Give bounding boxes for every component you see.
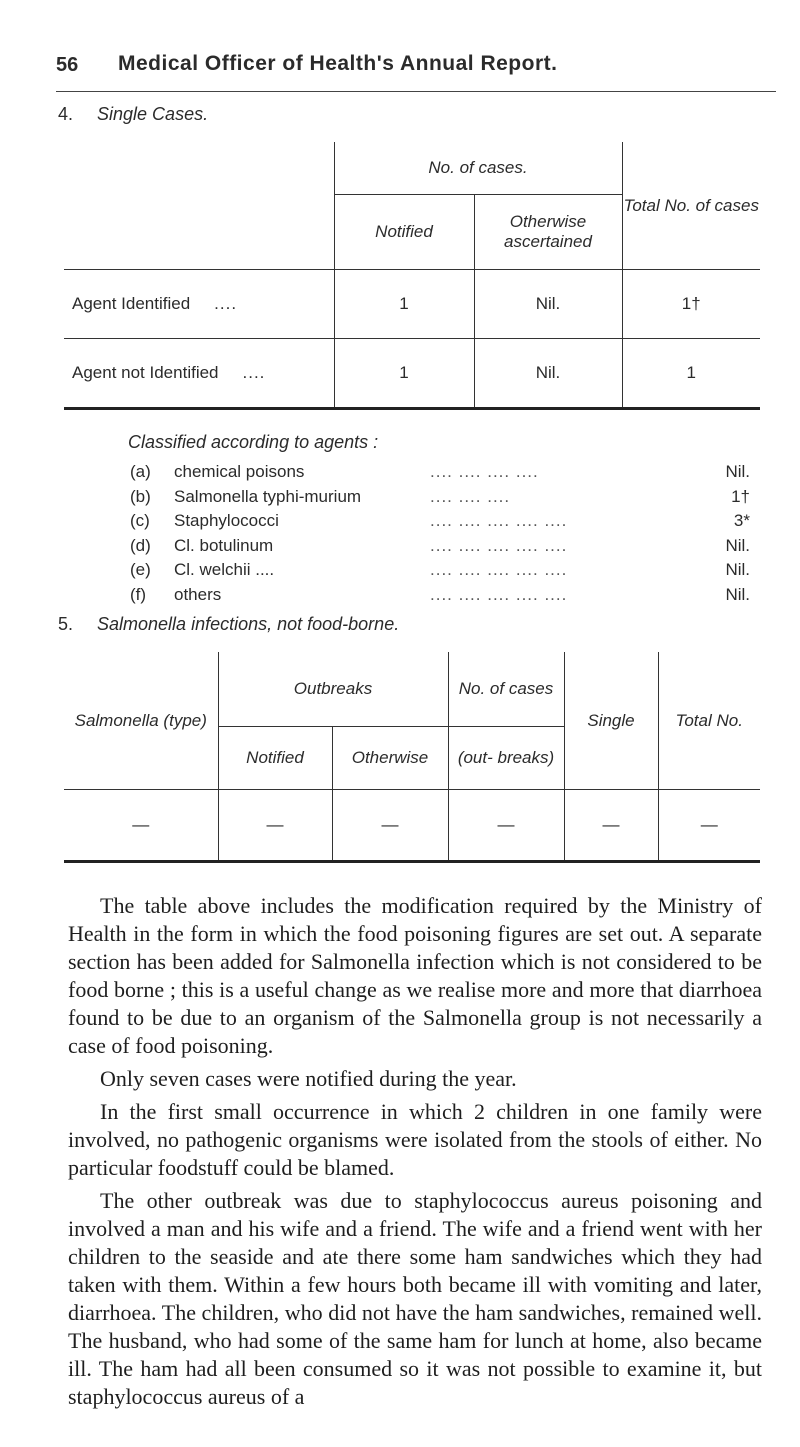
table2-type-header: Salmonella (type) [74, 710, 207, 730]
table1-otherwise-header: Otherwise ascertained [474, 195, 622, 270]
table2-cases-header: No. of cases [448, 652, 564, 727]
list-item: (a) chemical poisons .... .... .... .... Nil. [130, 462, 750, 481]
header-rule [56, 91, 776, 92]
section-5-title: Salmonella infections, not food-borne. [97, 614, 400, 634]
row-label: Agent Identified .... [64, 270, 334, 339]
row-notified: 1 [334, 270, 474, 339]
section-4-number: 4. [58, 104, 74, 124]
section-4-title: Single Cases. [97, 104, 209, 124]
section-4-heading [58, 104, 208, 125]
classified-title: Classified according to agents : [128, 432, 379, 452]
list-item: (c) Staphylococci .... .... .... .... .... 3* [130, 511, 750, 530]
section-5-number: 5. [58, 614, 74, 634]
row-total: 1 [622, 339, 760, 409]
table1-total-header: Total No. of cases [622, 142, 760, 270]
paragraph: In the first small occurrence in which 2 children in one family were involved, no pathogenic organisms were isolated from the stools of either. No particular foodstuff could be blamed. [68, 1099, 762, 1180]
body-text [68, 892, 762, 1416]
table2-single-header: Single [564, 652, 658, 790]
paragraph: The other outbreak was due to staphylococcus aureus poisoning and involved a man and his wife and a friend. The wife and a friend went with her children to the seaside and ate there some ham sandwiches which they had taken with them. Within a few hours both became ill with vomiting and later, diarrhoea. The children, who did not have the ham sandwiches, remained well. The husband, who had some of the same ham for lunch at home, also became ill. The ham had all been consumed so it was not possible to examine it, but staphylococcus aureus of a [68, 1188, 762, 1409]
table1-blank-header [64, 142, 334, 195]
row-total: 1† [622, 270, 760, 339]
classified-list [130, 460, 750, 607]
row-otherwise: Nil. [474, 270, 622, 339]
list-item: (e) Cl. welchii .... .... .... .... .... .... Nil. [130, 560, 750, 579]
salmonella-table [64, 652, 760, 863]
page-header [56, 50, 776, 86]
row-otherwise: Nil. [474, 339, 622, 409]
table1-notified-header: Notified [334, 195, 474, 270]
table2-otherwise-header: Otherwise [332, 727, 448, 790]
section-5-heading [58, 614, 399, 635]
list-item: (d) Cl. botulinum .... .... .... .... .... Nil. [130, 535, 750, 555]
table2-notified-header: Notified [218, 727, 332, 790]
page-title: Medical Officer of Health's Annual Report. [118, 52, 558, 75]
table-row [64, 270, 760, 339]
table-row [64, 339, 760, 409]
table1-group-header: No. of cases. [334, 142, 622, 195]
row-notified: 1 [334, 339, 474, 409]
list-item: (b) Salmonella typhi-murium .... .... .... 1† [130, 486, 750, 506]
paragraph: The table above includes the modification required by the Ministry of Health in the form in which the food poisoning figures are set out. A separate section has been added for Salmonella infection which is not considered to be food borne ; this is a useful change as we realise more and more that diarrhoea found to be due to an organism of the Salmonella group is not necessarily a case of food poisoning. [68, 893, 762, 1058]
row-label: Agent not Identified .... [64, 339, 334, 409]
list-item: (f) others .... .... .... .... .... Nil. [130, 584, 750, 604]
single-cases-table [64, 142, 760, 410]
page-number: 56 [56, 54, 79, 76]
table2-total-header: Total No. [658, 652, 760, 790]
table-row: — — — — — — [64, 790, 760, 862]
table2-outbreaks-sub-header: (out- breaks) [448, 727, 564, 790]
table2-outbreaks-header: Outbreaks [218, 652, 448, 727]
paragraph: Only seven cases were notified during the year. [100, 1066, 517, 1091]
